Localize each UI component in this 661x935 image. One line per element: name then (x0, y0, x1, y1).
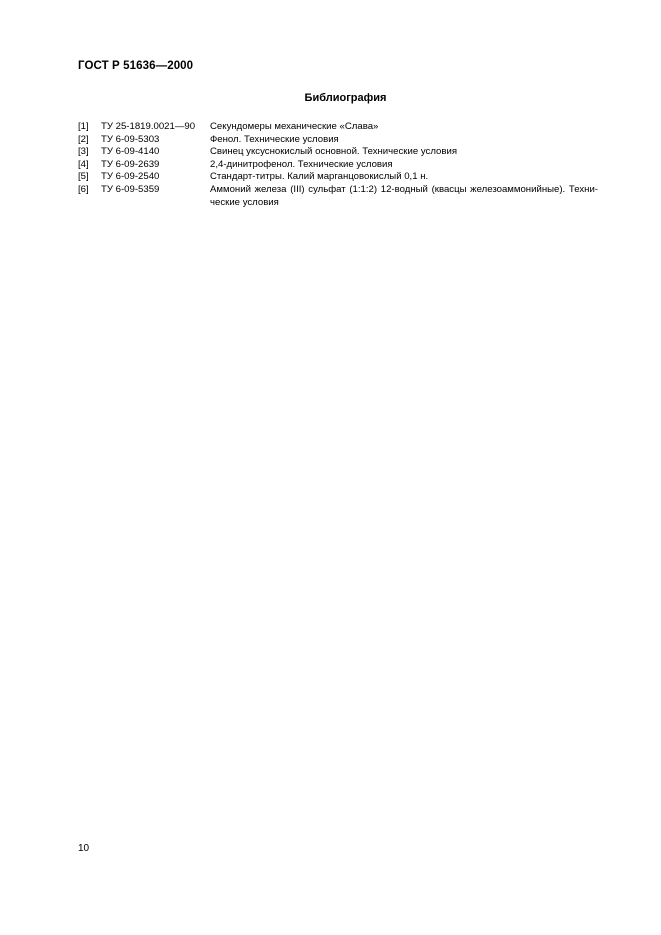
entry-code: ТУ 6-09-5303 (101, 133, 160, 145)
entry-code: ТУ 6-09-2639 (101, 158, 160, 170)
entry-title: Фенол. Технические условия (210, 133, 339, 145)
page-number: 10 (78, 843, 90, 854)
entry-number: [4] (78, 158, 89, 170)
entry-code: ТУ 25-1819.0021—90 (101, 121, 196, 132)
document-code: ГОСТ Р 51636—2000 (78, 60, 194, 72)
bibliography-heading: Библиография (304, 92, 387, 104)
entry-code: ТУ 6-09-5359 (101, 183, 160, 195)
bibliography-entry-5 (78, 171, 598, 184)
entry-code: ТУ 6-09-2540 (101, 171, 160, 183)
entry-number: [6] (78, 183, 89, 195)
bibliography-entry-4 (78, 159, 598, 172)
entry-title: Аммоний железа (III) сульфат (1:1:2) 12-водный (квасцы железоаммонийные). Техни-ческие условия (210, 183, 598, 208)
bibliography-list (78, 121, 598, 209)
entry-title: Стандарт-титры. Калий марганцовокислый 0,1 н. (210, 171, 429, 183)
entry-number: [1] (78, 121, 89, 132)
entry-title: Секундомеры механические «Слава» (210, 121, 379, 132)
bibliography-entry-1 (78, 121, 598, 134)
entry-number: [3] (78, 146, 89, 158)
bibliography-entry-6 (78, 184, 598, 209)
bibliography-entry-2 (78, 134, 598, 147)
entry-code: ТУ 6-09-4140 (101, 146, 160, 158)
entry-number: [2] (78, 133, 89, 145)
bibliography-entry-3 (78, 146, 598, 159)
entry-number: [5] (78, 171, 89, 183)
entry-title: Свинец уксуснокислый основной. Технические условия (210, 146, 458, 158)
entry-title: 2,4-динитрофенол. Технические условия (210, 158, 393, 170)
